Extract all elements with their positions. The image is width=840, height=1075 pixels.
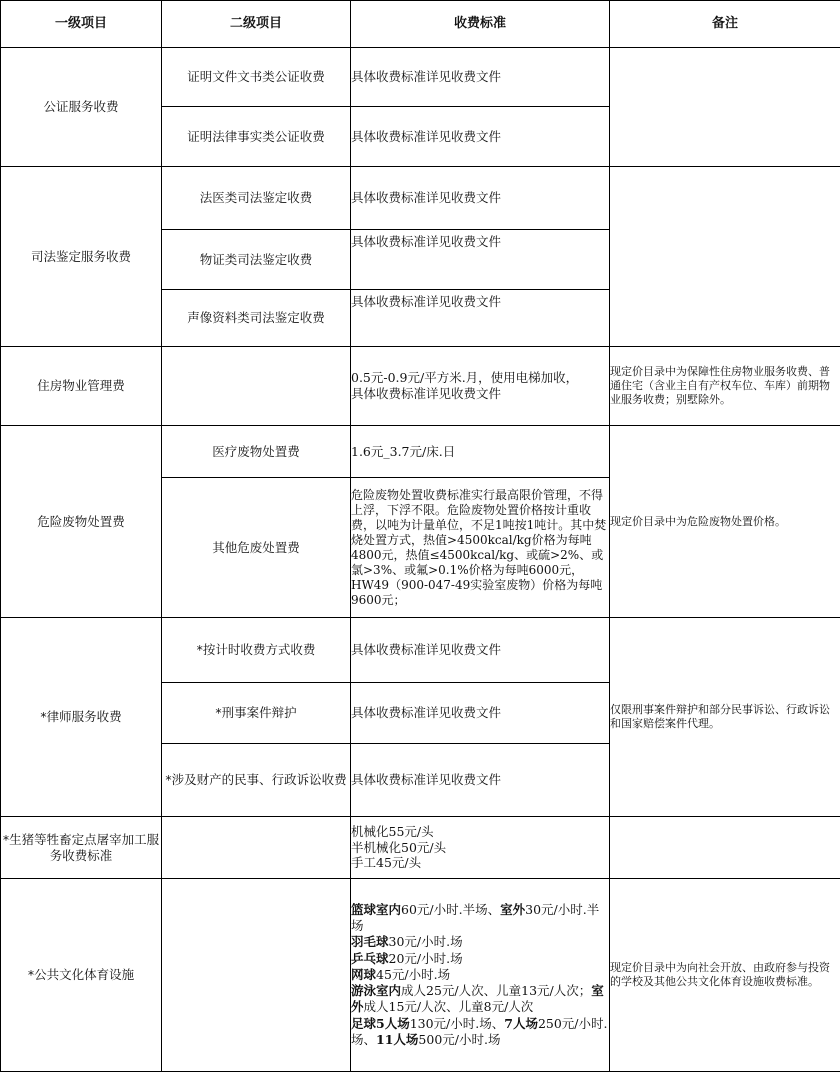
sports-football bbox=[351, 1016, 609, 1049]
slaughter-mechanized: 机械化55元/头 bbox=[351, 824, 434, 840]
sports-badminton bbox=[351, 934, 609, 950]
level2-forensic-audiovisual: 声像资料类司法鉴定收费 bbox=[162, 290, 351, 347]
remark-property: 现定价目录中为保障性住房物业服务收费、普通住宅（含业主自有产权车位、车库）前期物业服务收费；别墅除外。 bbox=[610, 347, 840, 426]
header-standard: 收费标准 bbox=[351, 1, 610, 48]
swim-indoor-price: 成人25元/人次、儿童13元/人次； bbox=[401, 983, 592, 999]
football7-price: 250元/小时.场、 bbox=[351, 1015, 608, 1047]
standard-cell: 具体收费标准详见收费文件 bbox=[351, 107, 610, 167]
level2-slaughter-empty bbox=[162, 817, 351, 879]
level1-forensic: 司法鉴定服务收费 bbox=[1, 167, 162, 347]
table-row bbox=[1, 618, 840, 683]
standard-property-line2: 具体收费标准详见收费文件 bbox=[351, 386, 502, 401]
basketball-indoor-label: 篮球室内 bbox=[351, 901, 402, 917]
standard-cell: 具体收费标准详见收费文件 bbox=[351, 744, 610, 817]
standard-cell: 具体收费标准详见收费文件 bbox=[351, 167, 610, 230]
slaughter-manual: 手工45元/头 bbox=[351, 855, 422, 871]
standard-cell: 具体收费标准详见收费文件 bbox=[351, 230, 610, 290]
football7-label: 7人场 bbox=[504, 1015, 538, 1031]
tennis-label: 网球 bbox=[351, 966, 377, 982]
table-row bbox=[1, 167, 840, 230]
standard-property bbox=[351, 347, 610, 426]
swim-outdoor-label: 室外 bbox=[351, 983, 604, 1015]
level2-forensic-medical: 法医类司法鉴定收费 bbox=[162, 167, 351, 230]
level2-notary-documents: 证明文件文书类公证收费 bbox=[162, 48, 351, 107]
sports-pingpong bbox=[351, 951, 609, 967]
remark-notary bbox=[610, 48, 840, 167]
remark-sports: 现定价目录中为向社会开放、由政府参与投资的学校及其他公共文化体育设施收费标准。 bbox=[610, 879, 840, 1072]
standard-medical-waste: 1.6元_3.7元/床.日 bbox=[351, 426, 610, 478]
header-level1: 一级项目 bbox=[1, 1, 162, 48]
standard-cell: 具体收费标准详见收费文件 bbox=[351, 683, 610, 744]
sports-swimming bbox=[351, 983, 609, 1016]
standard-cell: 具体收费标准详见收费文件 bbox=[351, 48, 610, 107]
level1-slaughter: *生猪等牲畜定点屠宰加工服务收费标准 bbox=[1, 817, 162, 879]
remark-slaughter bbox=[610, 817, 840, 879]
badminton-label: 羽毛球 bbox=[351, 934, 389, 950]
pingpong-label: 乒乓球 bbox=[351, 950, 389, 966]
pingpong-price: 20元/小时.场 bbox=[388, 950, 463, 966]
slaughter-semi-mechanized: 半机械化50元/头 bbox=[351, 839, 447, 855]
level1-sports: *公共文化体育设施 bbox=[1, 879, 162, 1072]
table-row bbox=[1, 48, 840, 107]
level1-hazardous: 危险废物处置费 bbox=[1, 426, 162, 618]
level2-sports-empty bbox=[162, 879, 351, 1072]
level2-lawyer-criminal: *刑事案件辩护 bbox=[162, 683, 351, 744]
standard-cell: 具体收费标准详见收费文件 bbox=[351, 618, 610, 683]
table-row bbox=[1, 817, 840, 879]
swim-indoor-label: 游泳室内 bbox=[351, 983, 402, 999]
football11-label: 11人场 bbox=[376, 1031, 419, 1047]
football5-label: 足球5人场 bbox=[351, 1015, 410, 1031]
badminton-price: 30元/小时.场 bbox=[388, 934, 463, 950]
swim-outdoor-price: 成人15元/人次、儿童8元/人次 bbox=[363, 999, 534, 1015]
football11-price: 500元/小时.场 bbox=[418, 1031, 501, 1047]
remark-forensic bbox=[610, 167, 840, 347]
sports-tennis bbox=[351, 967, 609, 983]
level2-lawyer-civil-admin: *涉及财产的民事、行政诉讼收费 bbox=[162, 744, 351, 817]
table-row bbox=[1, 347, 840, 426]
table-row bbox=[1, 426, 840, 478]
header-remark: 备注 bbox=[610, 1, 840, 48]
standard-property-line1: 0.5元-0.9元/平方米.月，使用电梯加收， bbox=[351, 370, 579, 386]
football5-price: 130元/小时.场、 bbox=[409, 1015, 505, 1031]
standard-other-hazardous: 危险废物处置收费标准实行最高限价管理，不得上浮，下浮不限。危险废物处置价格按计重收费，以吨为计量单位，不足1吨按1吨计。其中焚烧处置方式，热值>4500kcal/kg价格为每吨4800元，热值≤4500kcal/kg、或硫>2%、或氯>3%、或氟>0.1%价格为每吨6000元，HW49（900-047-49实验室废物）价格为每吨9600元； bbox=[351, 478, 610, 618]
level2-notary-facts: 证明法律事实类公证收费 bbox=[162, 107, 351, 167]
level2-property-empty bbox=[162, 347, 351, 426]
standard-sports bbox=[351, 879, 610, 1072]
level2-other-hazardous: 其他危废处置费 bbox=[162, 478, 351, 618]
tennis-price: 45元/小时.场 bbox=[376, 966, 451, 982]
basketball-outdoor-price: 30元/小时.半场 bbox=[351, 901, 600, 934]
sports-basketball bbox=[351, 902, 609, 935]
basketball-indoor-price: 60元/小时.半场、 bbox=[401, 901, 501, 917]
level1-property: 住房物业管理费 bbox=[1, 347, 162, 426]
level2-lawyer-hourly: *按计时收费方式收费 bbox=[162, 618, 351, 683]
level2-forensic-evidence: 物证类司法鉴定收费 bbox=[162, 230, 351, 290]
table-header-row bbox=[1, 1, 840, 48]
level1-notary: 公证服务收费 bbox=[1, 48, 162, 167]
standard-cell: 具体收费标准详见收费文件 bbox=[351, 290, 610, 347]
header-level2: 二级项目 bbox=[162, 1, 351, 48]
remark-hazardous: 现定价目录中为危险废物处置价格。 bbox=[610, 426, 840, 618]
remark-lawyer: 仅限刑事案件辩护和部分民事诉讼、行政诉讼和国家赔偿案件代理。 bbox=[610, 618, 840, 817]
table-row bbox=[1, 879, 840, 1072]
level2-medical-waste: 医疗废物处置费 bbox=[162, 426, 351, 478]
basketball-outdoor-label: 室外 bbox=[500, 901, 526, 917]
standard-slaughter bbox=[351, 817, 610, 879]
level1-lawyer: *律师服务收费 bbox=[1, 618, 162, 817]
